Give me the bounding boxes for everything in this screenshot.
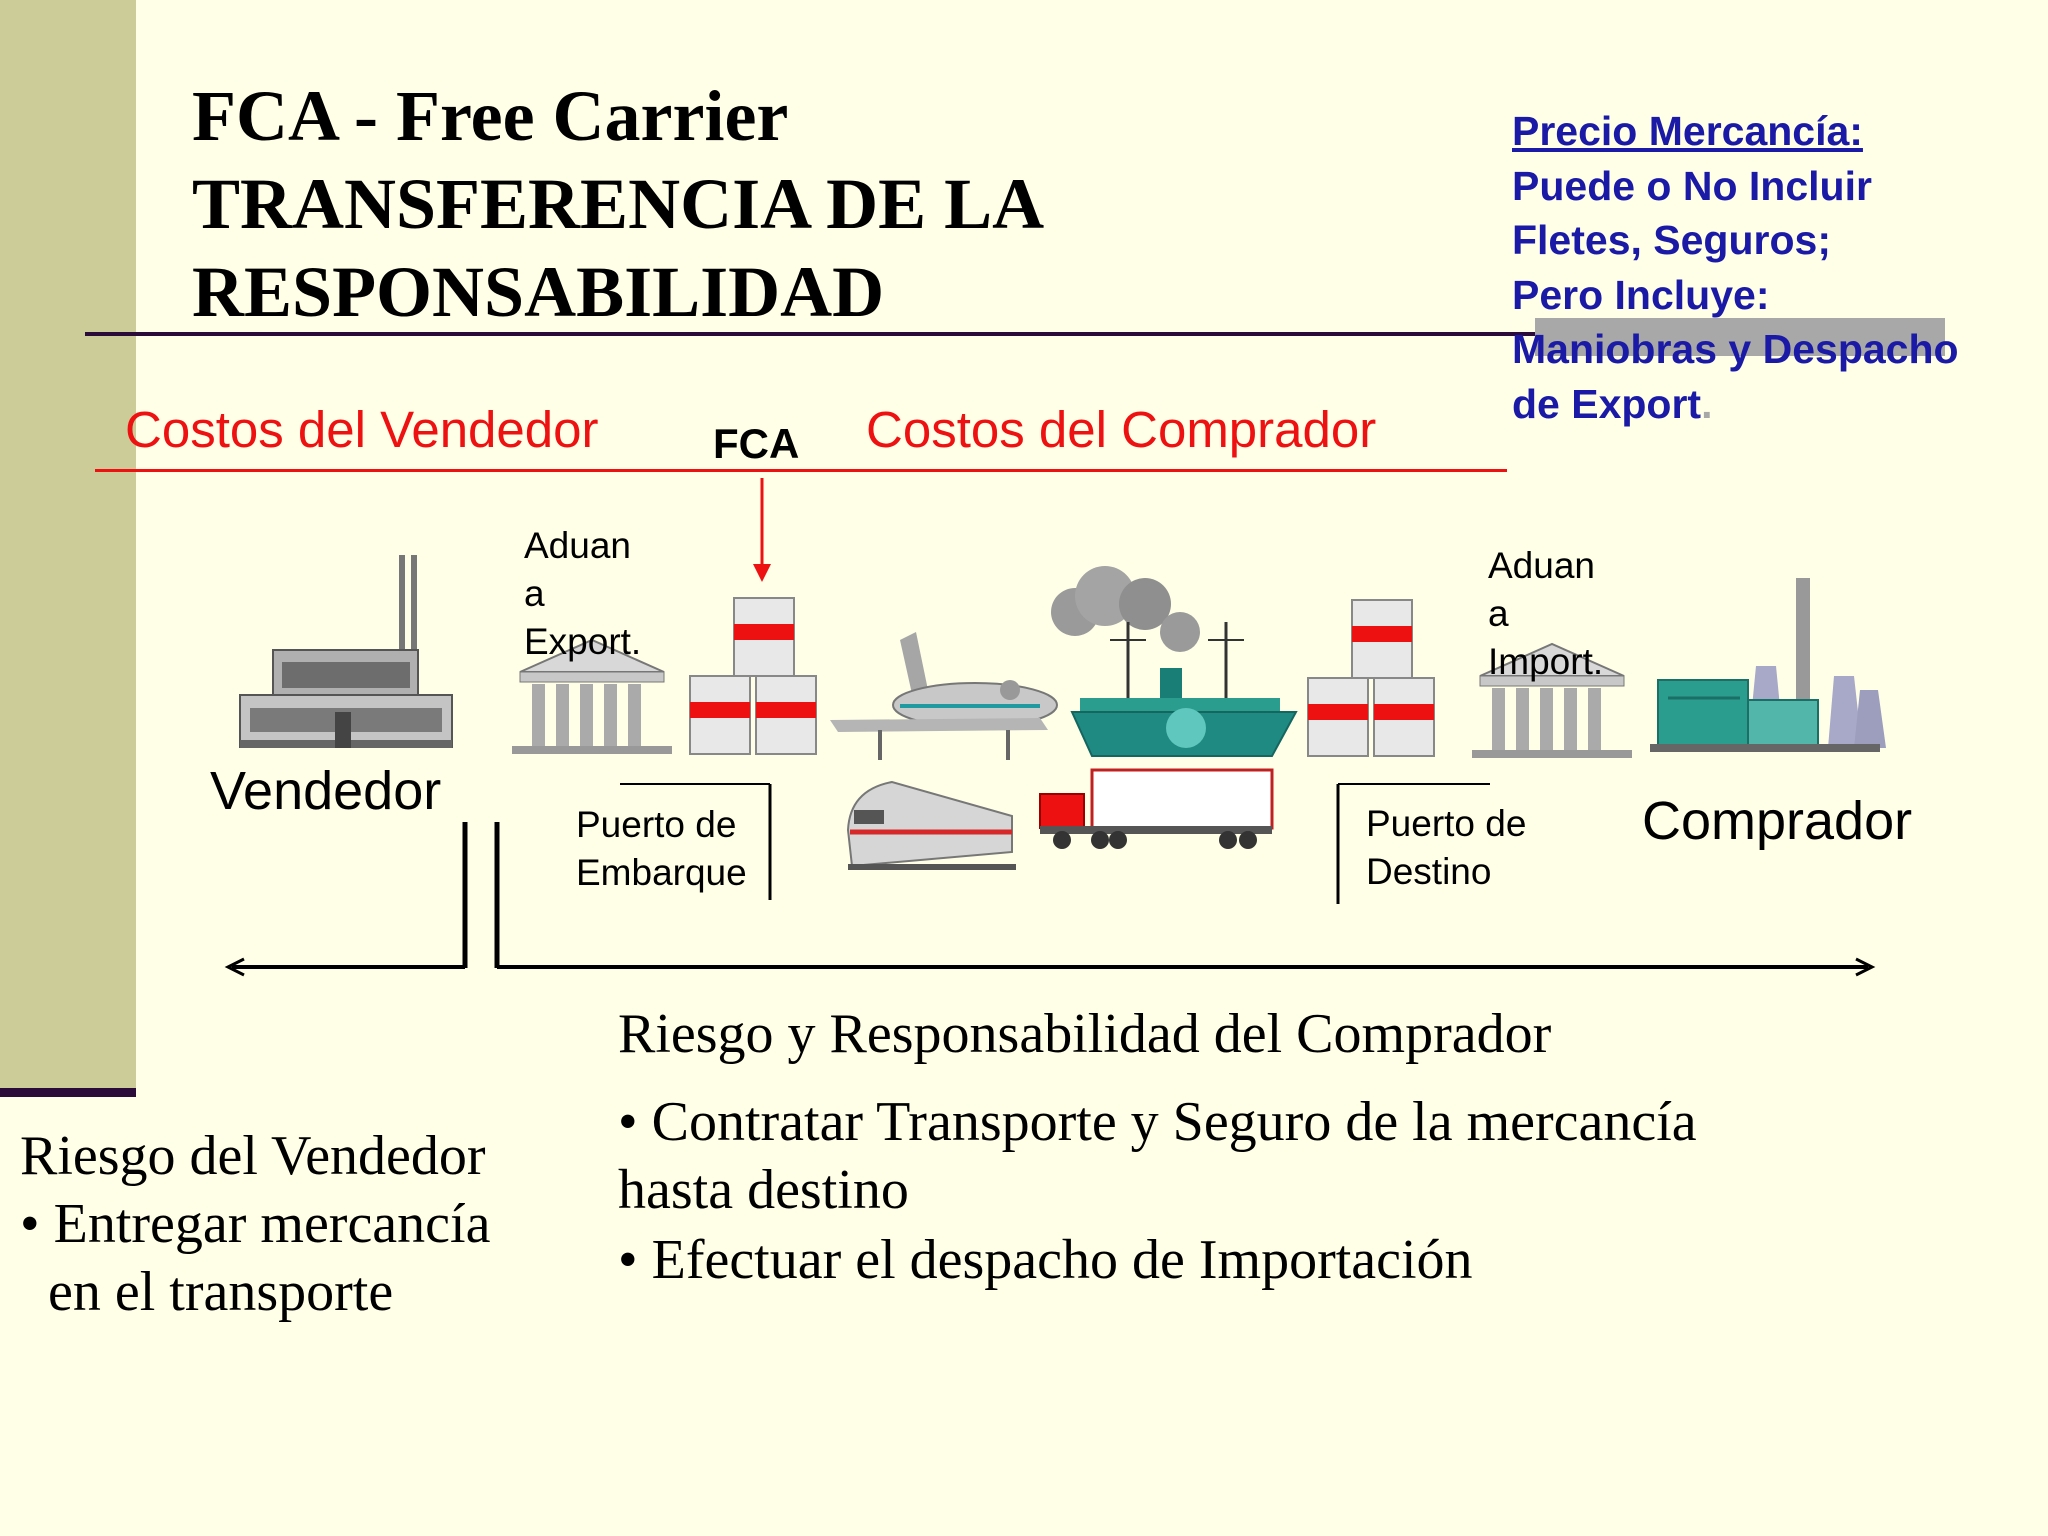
import-customs-line-2: a — [1488, 593, 1509, 634]
buyer-risk-bullet-1-line-2: hasta destino — [618, 1159, 909, 1221]
container-icon — [1308, 600, 1434, 756]
buyer-label: Comprador — [1642, 791, 1913, 851]
price-note-line-4: Maniobras y Despacho — [1512, 326, 1959, 372]
container-icon — [690, 598, 816, 754]
buyer-risk-bullet-1-line-1: • Contratar Transporte y Seguro de la mercancía — [618, 1091, 1697, 1153]
industrial-plant-icon — [1650, 578, 1886, 752]
seller-risk-bullet-line-1: • Entregar mercancía — [20, 1193, 491, 1255]
seller-risk-heading: Riesgo del Vendedor — [20, 1125, 486, 1187]
steamship-icon — [1051, 566, 1296, 756]
seller-label: Vendedor — [210, 761, 442, 821]
import-customs-label — [1488, 542, 1603, 686]
buyer-risk-bullet-2: • Efectuar el despacho de Importación — [618, 1229, 1473, 1291]
export-customs-line-3: Export. — [524, 621, 642, 662]
port-of-destination-line-1: Puerto de — [1366, 803, 1527, 844]
seller-risk-arrow — [228, 822, 465, 975]
price-note-line-3: Pero Incluye: — [1512, 271, 1770, 318]
price-note-heading: Precio Mercancía: — [1512, 108, 1863, 154]
train-icon — [848, 782, 1016, 870]
factory-icon — [240, 555, 452, 748]
price-note-line-5-text: de Export — [1512, 380, 1702, 427]
fca-point-label: FCA — [713, 420, 800, 467]
buyer-costs-label: Costos del Comprador — [866, 401, 1377, 458]
port-of-loading-line-2: Embarque — [576, 852, 747, 893]
port-of-destination-label — [1366, 800, 1526, 896]
export-customs-line-2: a — [524, 573, 545, 614]
port-of-destination-line-2: Destino — [1366, 851, 1492, 892]
truck-icon — [1040, 770, 1272, 849]
import-customs-line-1: Aduan — [1488, 545, 1595, 586]
price-note-line-2: Fletes, Seguros; — [1512, 217, 1831, 263]
seller-costs-label: Costos del Vendedor — [125, 401, 599, 458]
airplane-icon — [830, 632, 1057, 760]
export-customs-label — [524, 522, 641, 666]
import-customs-line-3: Import. — [1488, 641, 1604, 682]
export-customs-line-1: Aduan — [524, 525, 631, 566]
seller-risk-bullet-line-2: en el transporte — [48, 1261, 394, 1323]
title-line-1: FCA - Free Carrier — [192, 76, 789, 156]
port-of-loading-label — [576, 801, 747, 897]
buyer-risk-heading: Riesgo y Responsabilidad del Comprador — [618, 1003, 1552, 1065]
port-of-loading-line-1: Puerto de — [576, 804, 737, 845]
fca-arrow — [753, 478, 771, 582]
title-line-3: RESPONSABILIDAD — [192, 252, 885, 332]
price-note-line-1: Puede o No Incluir — [1512, 162, 1872, 209]
title-line-2: TRANSFERENCIA DE LA — [192, 164, 1045, 244]
price-note-trailing: . — [1701, 380, 1713, 427]
